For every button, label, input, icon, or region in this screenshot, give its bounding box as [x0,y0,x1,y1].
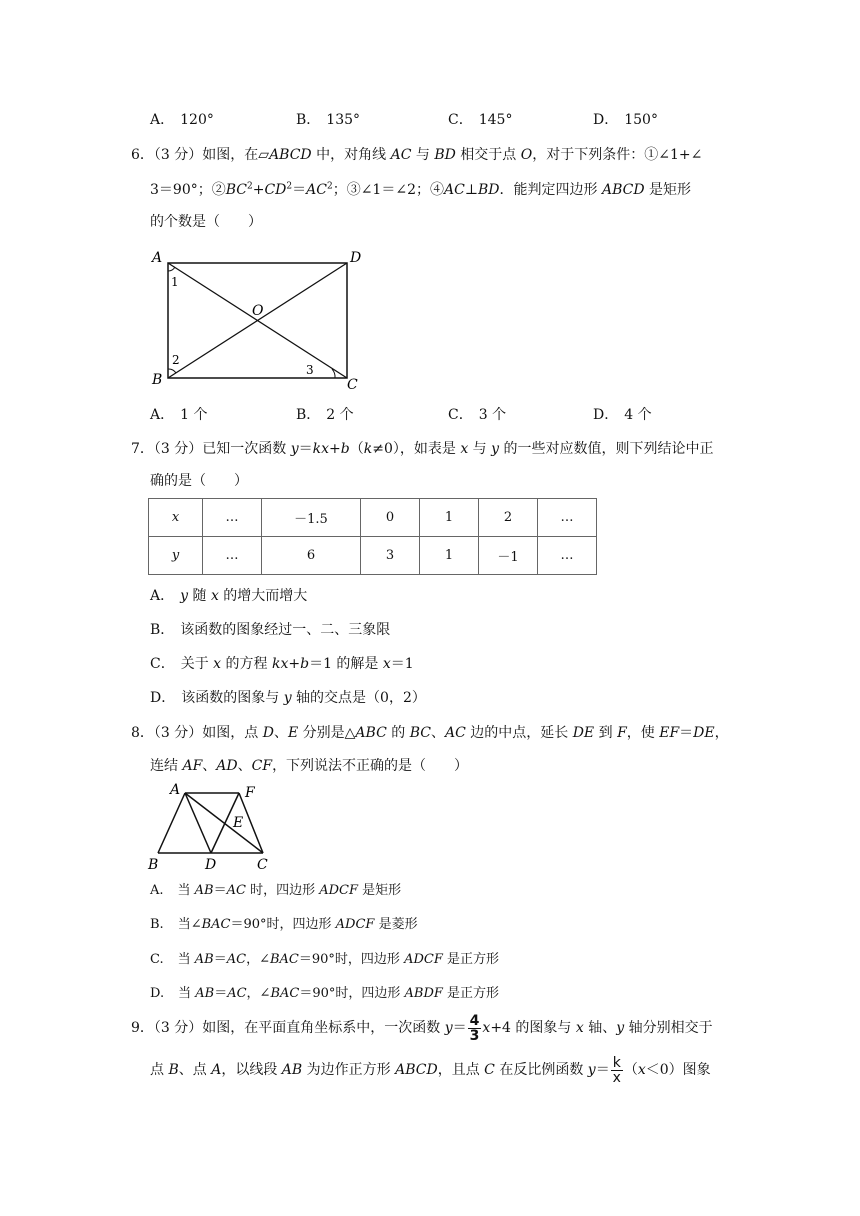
label-c: C [257,857,268,872]
q8-triangle-figure [145,780,280,872]
table-row-y [149,537,597,575]
q8-stem-line-1: 8．（3 分）如图，点 D、E 分别是△ABC 的 BC、AC 边的中点，延长 DE 到 F，使 EF＝DE， [131,725,729,741]
q5-option-b: B． 135° [296,112,361,128]
table-cell: y [149,537,203,575]
table-cell: 6 [262,537,361,575]
fraction-four-thirds: $\frac{4}{3}$ [469,1012,480,1044]
q6-stem-line-3: 的个数是（ ） [150,214,262,230]
label-a: A [152,250,163,266]
q6-rectangle-figure [146,244,366,394]
label-angle-1: 1 [171,275,179,289]
q6-option-c: C． 3 个 [448,407,507,423]
table-cell: 1 [420,499,479,537]
q5-option-a: A． 120° [150,112,214,128]
q8-stem-line-2: 连结 AF、AD、CF，下列说法不正确的是（ ） [150,758,469,774]
q7-option-d: D． 该函数的图象与 y 轴的交点是（0，2） [150,690,426,706]
table-cell: 1 [420,537,479,575]
table-cell: … [203,537,262,575]
q6-option-b: B． 2 个 [296,407,354,423]
q5-option-c: C． 145° [448,112,513,128]
fraction-k-over-x: $\frac{k}{x}$ [612,1054,621,1086]
label-a: A [170,782,181,798]
q6-stem-line-1: 6．（3 分）如图，在▱ABCD 中，对角线 AC 与 BD 相交于点 O，对于下列条件：①∠1+∠ [131,147,703,163]
label-d: D [350,250,362,266]
label-d: D [205,857,217,872]
label-e: E [233,815,244,831]
q9-stem-line-1: 9．（3 分）如图，在平面直角坐标系中，一次函数 y＝ $\frac{4}{3}$ x+4 的图象与 x 轴、y 轴分别相交于 [131,1012,713,1044]
table-cell: … [538,537,597,575]
q8-option-b: B. 当∠BAC＝90°时，四边形 ADCF 是菱形 [150,917,418,932]
q8-option-c: C. 当 AB＝AC，∠BAC＝90°时，四边形 ADCF 是正方形 [150,952,499,967]
table-cell: x [149,499,203,537]
label-b: B [152,372,163,388]
q7-option-b: B． 该函数的图象经过一、二、三象限 [150,622,391,638]
q5-option-d: D． 150° [593,112,658,128]
segment-ad [185,793,211,853]
angle-1-arc [168,267,175,271]
table-cell: －1.5 [262,499,361,537]
label-angle-2: 2 [172,353,180,367]
table-cell: －1 [479,537,538,575]
q7-value-table [148,498,597,575]
table-cell: … [203,499,262,537]
q8-option-a: A. 当 AB＝AC 时，四边形 ADCF 是矩形 [150,883,402,898]
q7-option-a: A． y 随 x 的增大而增大 [150,588,308,604]
q8-option-d: D. 当 AB＝AC，∠BAC＝90°时，四边形 ABDF 是正方形 [150,986,500,1001]
label-c: C [347,377,358,393]
angle-2-arc [168,369,176,373]
table-cell: 0 [361,499,420,537]
label-o: O [252,303,264,319]
q6-option-a: A． 1 个 [150,407,208,423]
table-row-x [149,499,597,537]
q9-stem-line-2: 点 B、点 A，以线段 AB 为边作正方形 ABCD，且点 C 在反比例函数 y＝ $\frac{k}{x}$ （x＜0）图象 [150,1054,711,1086]
q7-stem-line-2: 确的是（ ） [150,473,248,489]
label-b: B [148,857,159,872]
segment-ab [158,793,185,853]
table-cell: 2 [479,499,538,537]
q7-stem-line-1: 7．（3 分）已知一次函数 y＝kx+b（k≠0），如表是 x 与 y 的一些对应数值，则下列结论中正 [131,441,714,457]
label-f: F [245,785,255,801]
q6-stem-line-2: 3＝90°；$②BC^2+CD^2=AC^2$；③∠1＝∠2；④AC⊥BD．能判定四边形 ABCD 是矩形 [150,181,692,198]
table-cell: 3 [361,537,420,575]
q6-option-d: D． 4 个 [593,407,652,423]
q7-option-c: C． 关于 x 的方程 kx+b＝1 的解是 x＝1 [150,656,414,672]
label-angle-3: 3 [306,363,314,377]
table-cell: … [538,499,597,537]
